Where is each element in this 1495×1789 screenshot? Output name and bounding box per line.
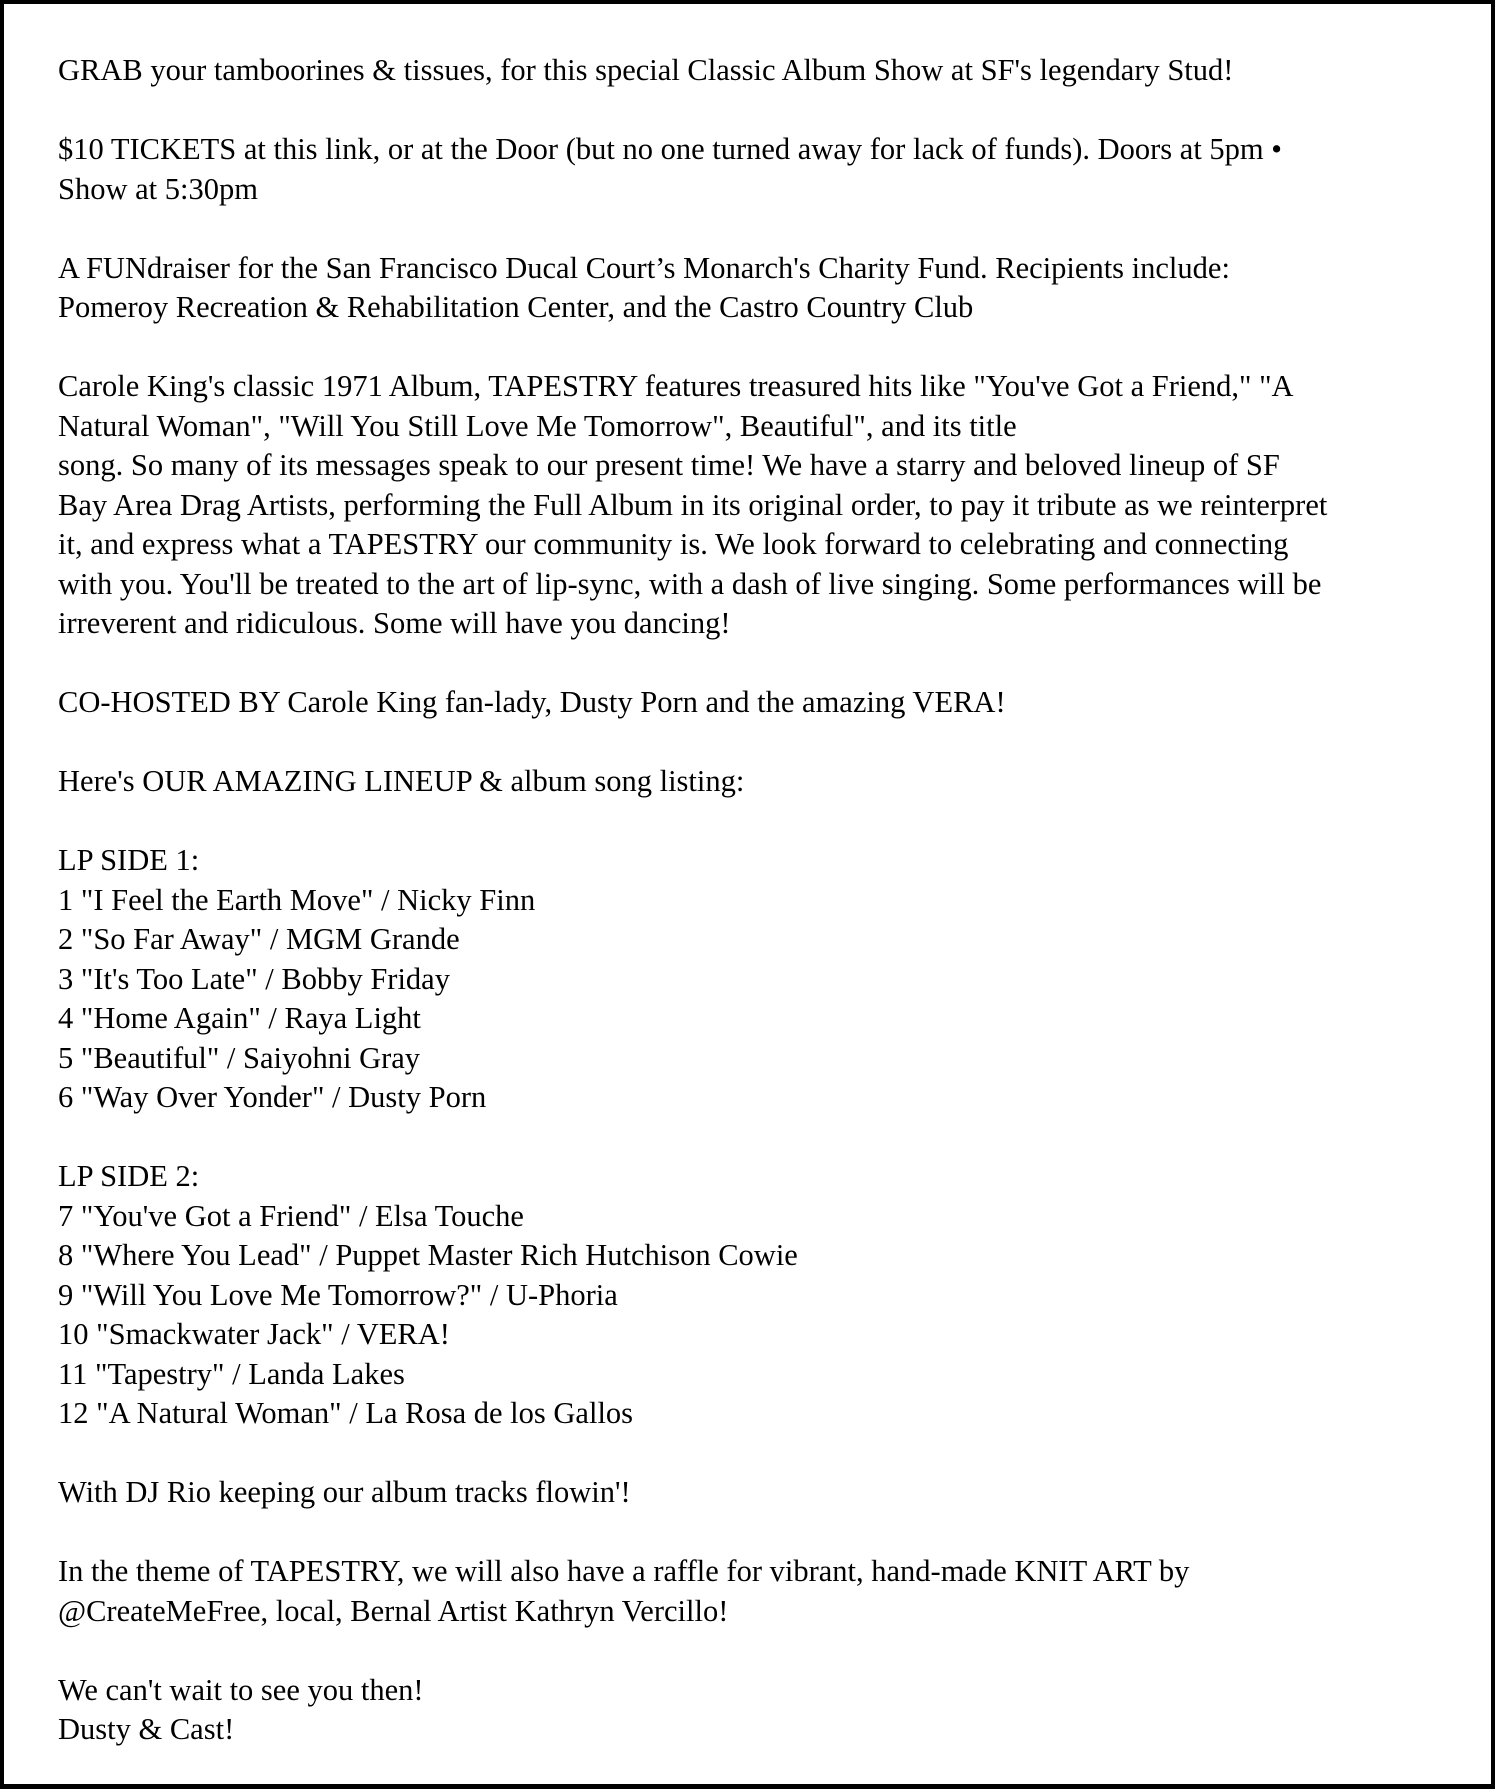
track-list-item: 9 "Will You Love Me Tomorrow?" / U-Phoria (58, 1277, 618, 1312)
track-list-item: 12 "A Natural Woman" / La Rosa de los Gallos (58, 1396, 634, 1430)
description-line-4: Bay Area Drag Artists, performing the Full Album in its original order, to pay it tribute as we reinterpret (58, 487, 1328, 522)
event-description (58, 51, 1458, 1750)
signoff-line-2: Dusty & Cast! (58, 1712, 235, 1746)
track-list-item: 4 "Home Again" / Raya Light (58, 1001, 421, 1035)
description-line-6: with you. You'll be treated to the art of lip-sync, with a dash of live singing. Some performances will be (58, 566, 1322, 601)
fundraiser-line-2: Pomeroy Recreation & Rehabilitation Center, and the Castro Country Club (58, 290, 974, 324)
signoff-line-1: We can't wait to see you then! (58, 1672, 424, 1707)
track-list-item: 2 "So Far Away" / MGM Grande (58, 922, 460, 956)
dj-paragraph (58, 1473, 1458, 1513)
fundraiser-paragraph (58, 249, 1458, 328)
cohosts-text: CO-HOSTED BY Carole King fan-lady, Dusty Porn and the amazing VERA! (58, 685, 1006, 719)
track-list-item: 6 "Way Over Yonder" / Dusty Porn (58, 1080, 487, 1114)
tickets-line-1: $10 TICKETS at this link, or at the Door (but no one turned away for lack of funds). Doors at 5pm • (58, 132, 1282, 166)
track-list-item: 1 "I Feel the Earth Move" / Nicky Finn (58, 882, 536, 917)
raffle-line-1: In the theme of TAPESTRY, we will also have a raffle for vibrant, hand-made KNIT ART by (58, 1554, 1190, 1588)
description-paragraph (58, 367, 1458, 644)
raffle-paragraph (58, 1552, 1458, 1631)
description-line-2: Natural Woman", "Will You Still Love Me Tomorrow", Beautiful", and its title (58, 408, 1017, 443)
track-list-item: 5 "Beautiful" / Saiyohni Gray (58, 1040, 421, 1075)
track-list-item: 11 "Tapestry" / Landa Lakes (58, 1356, 405, 1391)
description-line-5: it, and express what a TAPESTRY our community is. We look forward to celebrating and connecting (58, 527, 1289, 561)
intro-text: GRAB your tamboorines & tissues, for this special Classic Album Show at SF's legendary Stud! (58, 53, 1234, 87)
description-line-3: song. So many of its messages speak to our present time! We have a starry and beloved lineup of SF (58, 448, 1280, 482)
fundraiser-line-1: A FUNdraiser for the San Francisco Ducal Court’s Monarch's Charity Fund. Recipients include: (58, 250, 1230, 285)
side-2-heading: LP SIDE 2: (58, 1159, 200, 1193)
description-line-1: Carole King's classic 1971 Album, TAPESTRY features treasured hits like "You've Got a Friend," "A (58, 369, 1294, 403)
side-1-heading: LP SIDE 1: (58, 843, 200, 877)
cohosts-paragraph (58, 683, 1458, 723)
side-1-track-list (58, 841, 1458, 1118)
track-list-item: 8 "Where You Lead" / Puppet Master Rich Hutchison Cowie (58, 1238, 798, 1272)
tickets-line-2: Show at 5:30pm (58, 171, 258, 206)
lineup-intro-paragraph (58, 762, 1458, 802)
track-list-item: 10 "Smackwater Jack" / VERA! (58, 1317, 450, 1351)
raffle-line-2: @CreateMeFree, local, Bernal Artist Kathryn Vercillo! (58, 1593, 729, 1628)
signoff-paragraph (58, 1671, 1458, 1750)
track-list-item: 3 "It's Too Late" / Bobby Friday (58, 961, 450, 996)
description-line-7: irreverent and ridiculous. Some will have you dancing! (58, 606, 731, 640)
tickets-paragraph (58, 130, 1458, 209)
track-list-item: 7 "You've Got a Friend" / Elsa Touche (58, 1198, 524, 1233)
lineup-intro-text: Here's OUR AMAZING LINEUP & album song listing: (58, 764, 745, 798)
side-2-track-list (58, 1157, 1458, 1434)
dj-text: With DJ Rio keeping our album tracks flowin'! (58, 1475, 631, 1509)
intro-paragraph (58, 51, 1458, 91)
